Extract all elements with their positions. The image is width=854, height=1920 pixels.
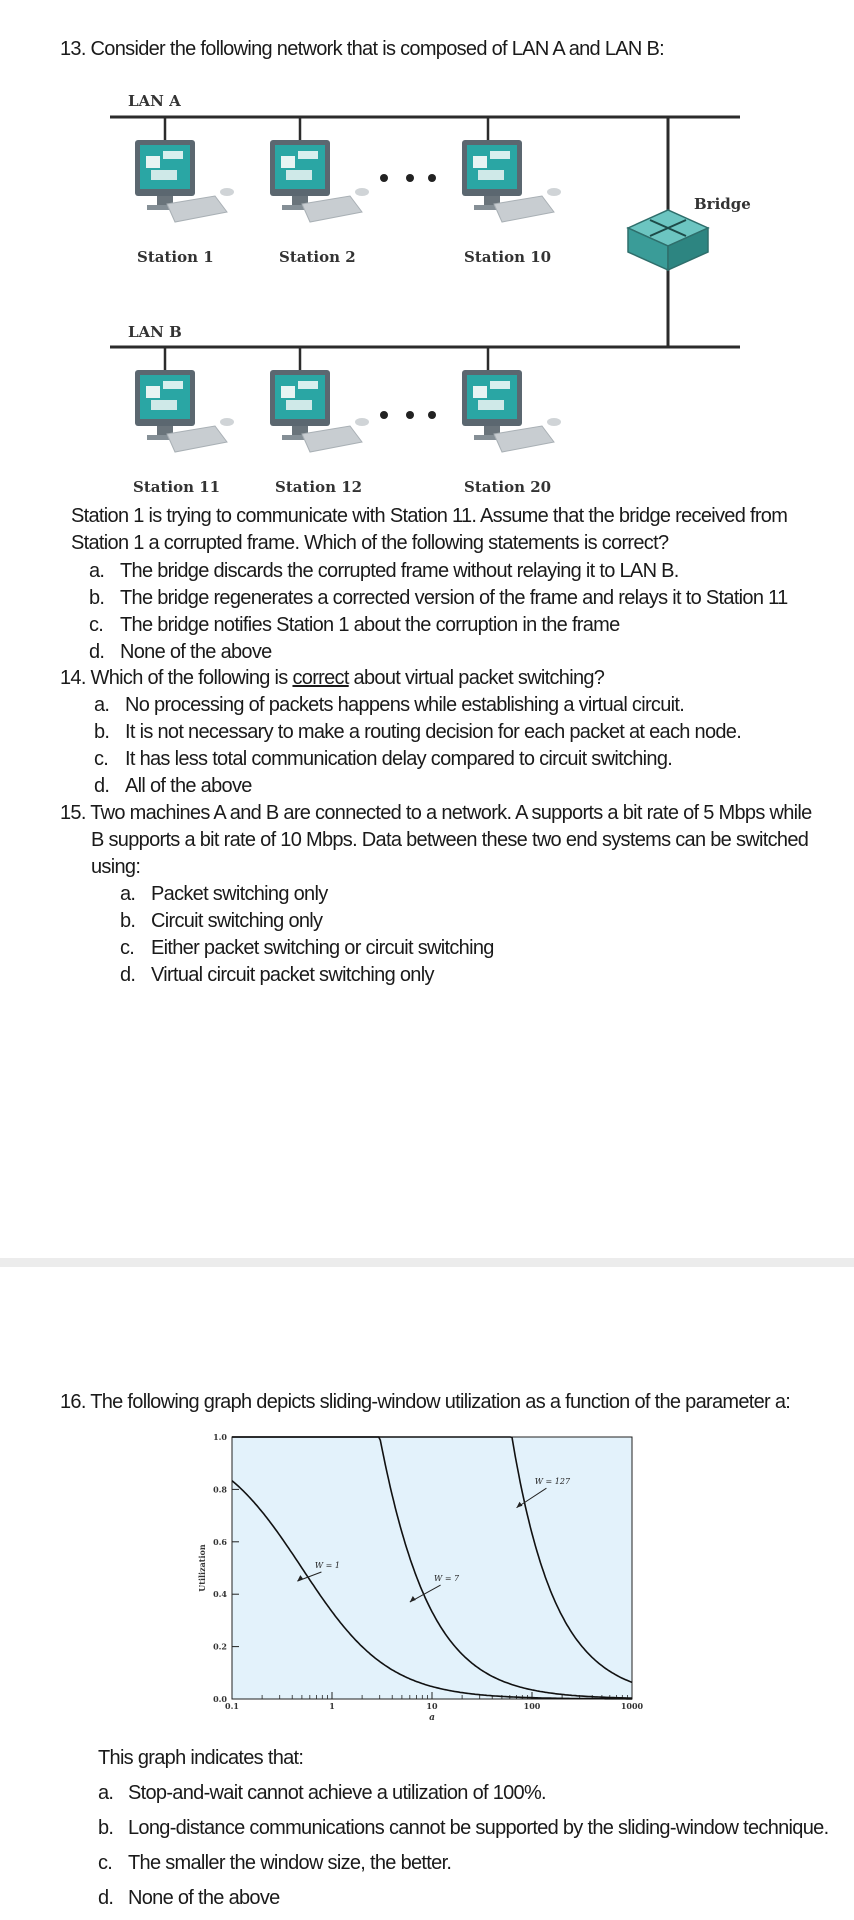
x-axis-label: a (429, 1713, 435, 1723)
station-label: Station 1 (137, 248, 214, 266)
q13-option-letter: d. (89, 641, 105, 663)
q14-option-letter: b. (94, 721, 110, 743)
q13-option-letter: a. (89, 560, 105, 582)
y-tick-label: 0.4 (213, 1589, 227, 1600)
q14-option-d: All of the above (125, 775, 252, 797)
y-tick-label: 1.0 (213, 1432, 227, 1442)
q15-option-letter: b. (120, 910, 136, 932)
q13-option-a: The bridge discards the corrupted frame without relaying it to LAN B. (120, 560, 679, 582)
y-tick-label: 0.2 (213, 1641, 227, 1652)
q16-conclusion: This graph indicates that: (98, 1747, 304, 1769)
utilization-chart (190, 1425, 660, 1745)
station-1-computer-icon (135, 140, 234, 222)
bridge-icon (628, 210, 708, 270)
q13-option-b: The bridge regenerates a corrected version of the frame and relays it to Station 11 (120, 587, 788, 609)
station-2-computer-icon (270, 140, 369, 222)
q16-option-letter: a. (98, 1782, 114, 1804)
lan-a-label: LAN A (128, 92, 181, 110)
q14-option-letter: d. (94, 775, 110, 797)
q15-line: using: (91, 856, 141, 878)
q15-option-letter: c. (120, 937, 135, 959)
station-label: Station 11 (133, 478, 221, 496)
q13-option-d: None of the above (120, 641, 272, 663)
q13-option-c: The bridge notifies Station 1 about the corruption in the frame (120, 614, 620, 636)
station-label: Station 12 (275, 478, 363, 496)
series-label: W = 127 (534, 1477, 571, 1487)
q15-option-letter: a. (120, 883, 136, 905)
q14-option-letter: c. (94, 748, 109, 770)
lan-b-label: LAN B (128, 323, 182, 341)
q16-option-c: The smaller the window size, the better. (128, 1852, 452, 1874)
q14-heading-post: about virtual packet switching? (348, 667, 605, 689)
q16-option-letter: d. (98, 1887, 114, 1909)
station-10-computer-icon (462, 140, 561, 222)
station-label: Station 20 (464, 478, 552, 496)
q14-option-c: It has less total communication delay compared to circuit switching. (125, 748, 673, 770)
q14-heading-emphasis: correct (292, 667, 349, 689)
x-tick-label: 10 (426, 1701, 438, 1711)
series-label: W = 1 (314, 1561, 340, 1570)
q14-heading-pre: 14. Which of the following is (60, 667, 293, 689)
x-tick-label: 1 (329, 1701, 335, 1711)
q15-option-b: Circuit switching only (151, 910, 323, 932)
q13-prompt-line: Station 1 a corrupted frame. Which of the following statements is correct? (71, 532, 669, 554)
y-axis-label: Utilization (197, 1544, 207, 1592)
station-label: Station 10 (464, 248, 552, 266)
station-11-computer-icon (135, 370, 234, 452)
page-divider (0, 1258, 854, 1267)
q13-prompt-line: Station 1 is trying to communicate with Station 11. Assume that the bridge received from (71, 505, 788, 527)
y-tick-label: 0.8 (213, 1484, 227, 1495)
q15-option-c: Either packet switching or circuit switching (151, 937, 494, 959)
q14-option-letter: a. (94, 694, 110, 716)
q15-line: 15. Two machines A and B are connected to a network. A supports a bit rate of 5 Mbps while (60, 802, 812, 824)
station-label: Station 2 (279, 248, 356, 266)
network-diagram (0, 80, 854, 500)
q16-option-letter: c. (98, 1852, 113, 1874)
plot-area (232, 1437, 632, 1699)
q16-heading: 16. The following graph depicts sliding-window utilization as a function of the parameter a: (60, 1391, 791, 1413)
q13-option-letter: c. (89, 614, 104, 636)
x-tick-label: 0.1 (225, 1701, 239, 1711)
q13-heading: 13. Consider the following network that is composed of LAN A and LAN B: (60, 38, 665, 60)
q16-option-b: Long-distance communications cannot be supported by the sliding-window technique. (128, 1817, 829, 1839)
station-20-computer-icon (462, 370, 561, 452)
q16-option-a: Stop-and-wait cannot achieve a utilization of 100%. (128, 1782, 546, 1804)
q15-line: B supports a bit rate of 10 Mbps. Data between these two end systems can be switched (91, 829, 809, 851)
q14-heading (60, 665, 604, 692)
q15-option-letter: d. (120, 964, 136, 986)
bridge-label: Bridge (694, 195, 751, 213)
y-tick-label: 0.6 (213, 1536, 227, 1547)
q15-option-a: Packet switching only (151, 883, 328, 905)
station-12-computer-icon (270, 370, 369, 452)
y-tick-label: 0.0 (213, 1694, 227, 1704)
q16-option-d: None of the above (128, 1887, 280, 1909)
q14-option-b: It is not necessary to make a routing decision for each packet at each node. (125, 721, 742, 743)
x-tick-label: 100 (523, 1701, 541, 1711)
x-tick-label: 1000 (620, 1701, 644, 1711)
q13-option-letter: b. (89, 587, 105, 609)
q16-option-letter: b. (98, 1817, 114, 1839)
q14-option-a: No processing of packets happens while establishing a virtual circuit. (125, 694, 685, 716)
q15-option-d: Virtual circuit packet switching only (151, 964, 434, 986)
series-label: W = 7 (434, 1574, 460, 1584)
